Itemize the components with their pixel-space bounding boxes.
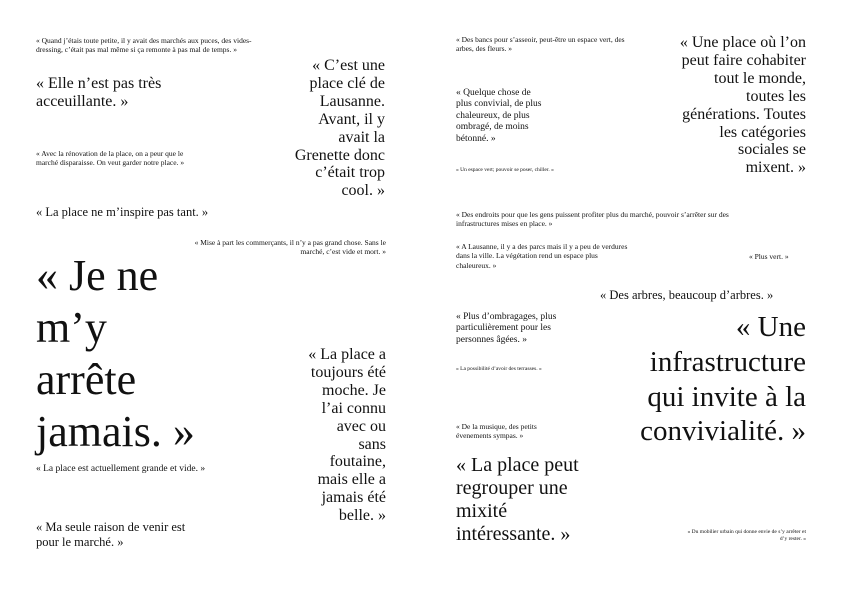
quote-marches-aux-puces: « Quand j’étais toute petite, il y avait des marchés aux puces, des vides- dressing, c’était pas mal même si ça remonte à pas mal de temps. » xyxy=(36,36,252,55)
quote-des-arbres: « Des arbres, beaucoup d’arbres. » xyxy=(600,288,774,302)
quote-espace-vert-chiller: « Un espace vert; pouvoir se poser, chiller. » xyxy=(456,167,554,173)
quote-endroits-profiter-marche: « Des endroits pour que les gens puissent profiter plus du marché, pouvoir s’arrêter sur des infrastructures mises en place. » xyxy=(456,210,729,229)
quote-place-cohabiter: « Une place où l’on peut faire cohabiter tout le monde, toutes les générations. Toutes les catégories sociales se mixent. » xyxy=(679,34,806,177)
quote-bancs-asseoir: « Des bancs pour s’asseoir, peut-être un espace vert, des arbes, des fleurs. » xyxy=(456,35,625,54)
quote-mixite-interessante: « La place peut regrouper une mixité intéressante. » xyxy=(456,454,579,545)
quote-parcs-verdures: « A Lausanne, il y a des parcs mais il y a peu de verdures dans la ville. La végétation rend un espace plus chaleureux. » xyxy=(456,242,628,270)
quote-musique-evenements: « De la musique, des petits évenements sympas. » xyxy=(456,422,537,441)
quote-possibilite-terrasses: « La possibilité d’avoir des terrasses. » xyxy=(456,366,542,372)
quote-plus-vert: « Plus vert. » xyxy=(749,252,789,261)
quote-grande-et-vide: « La place est actuellement grande et vide. » xyxy=(36,464,206,474)
quote-je-ne-my-arrete-jamais: « Je ne m’y arrête jamais. » xyxy=(36,251,195,456)
quote-mise-a-part-commercants: « Mise à part les commerçants, il n’y a pas grand chose. Sans le marché, c’est vide et mort. » xyxy=(194,238,386,257)
quote-inspire-pas: « La place ne m’inspire pas tant. » xyxy=(36,205,209,219)
quote-plus-convivial: « Quelque chose de plus convivial, de plus chaleureux, de plus ombragé, de moins bétonné. » xyxy=(456,88,542,144)
quote-place-cle-lausanne: « C’est une place clé de Lausanne. Avant, il y avait la Grenette donc c’était trop cool. » xyxy=(294,57,385,200)
quote-pas-acceuillante: « Elle n’est pas très acceuillante. » xyxy=(36,75,162,110)
quote-renovation-marche: « Avec la rénovation de la place, on a peur que le marché disparaisse. On veut garder notre place. » xyxy=(36,149,185,168)
quote-plus-ombragages: « Plus d’ombragages, plus particulièrement pour les personnes âgées. » xyxy=(456,312,557,345)
quote-infrastructure-convivialite: « Une infrastructure qui invite à la convivialité. » xyxy=(640,311,806,448)
quote-toujours-moche: « La place a toujours été moche. Je l’ai connu avec ou sans foutaine, mais elle a jamais été belle. » xyxy=(308,346,386,525)
quote-seule-raison-marche: « Ma seule raison de venir est pour le marché. » xyxy=(36,520,186,549)
quote-mobilier-urbain: « Du mobilier urbain qui donne envie de s’y arrêter et d’y rester. » xyxy=(687,529,806,542)
